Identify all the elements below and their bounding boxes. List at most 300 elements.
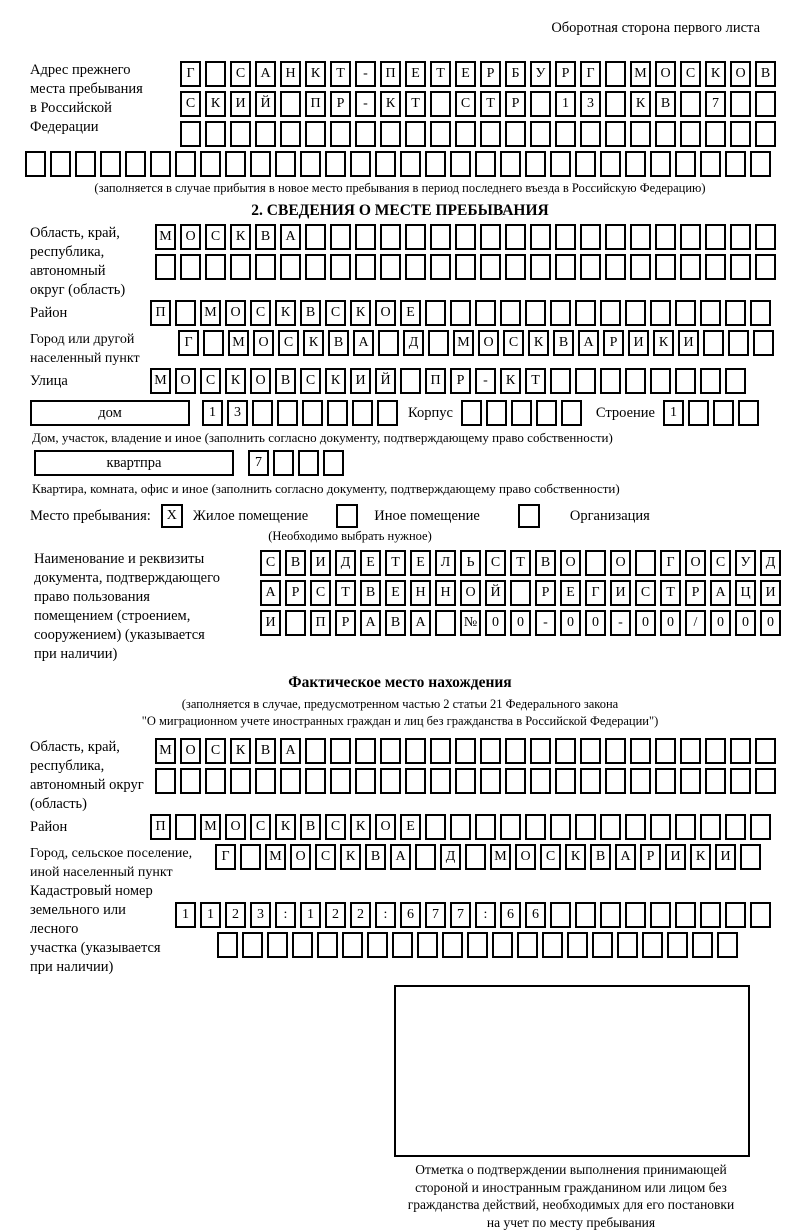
char-cell[interactable]: О bbox=[250, 368, 271, 394]
char-cell[interactable] bbox=[205, 254, 226, 280]
char-cell[interactable]: К bbox=[653, 330, 674, 356]
char-cell[interactable] bbox=[317, 932, 338, 958]
char-cell[interactable]: А bbox=[280, 738, 301, 764]
char-cell[interactable]: Д bbox=[760, 550, 781, 576]
char-cell[interactable]: О bbox=[478, 330, 499, 356]
char-cell[interactable] bbox=[255, 254, 276, 280]
char-cell[interactable] bbox=[575, 368, 596, 394]
char-cell[interactable] bbox=[700, 151, 721, 177]
char-cell[interactable] bbox=[635, 550, 656, 576]
char-cell[interactable]: Т bbox=[430, 61, 451, 87]
char-cell[interactable] bbox=[580, 224, 601, 250]
char-cell[interactable] bbox=[417, 932, 438, 958]
char-cell[interactable] bbox=[492, 932, 513, 958]
char-cell[interactable]: 0 bbox=[510, 610, 531, 636]
char-cell[interactable] bbox=[605, 61, 626, 87]
char-cell[interactable]: Е bbox=[405, 61, 426, 87]
char-cell[interactable]: К bbox=[380, 91, 401, 117]
char-cell[interactable]: К bbox=[705, 61, 726, 87]
char-cell[interactable] bbox=[273, 450, 294, 476]
char-cell[interactable] bbox=[280, 91, 301, 117]
char-cell[interactable]: О bbox=[253, 330, 274, 356]
char-cell[interactable]: И bbox=[760, 580, 781, 606]
char-cell[interactable] bbox=[250, 151, 271, 177]
char-cell[interactable]: 0 bbox=[735, 610, 756, 636]
char-cell[interactable] bbox=[350, 151, 371, 177]
char-cell[interactable]: И bbox=[678, 330, 699, 356]
char-cell[interactable]: В bbox=[535, 550, 556, 576]
char-cell[interactable]: - bbox=[475, 368, 496, 394]
char-cell[interactable] bbox=[230, 768, 251, 794]
char-cell[interactable]: И bbox=[665, 844, 686, 870]
char-cell[interactable] bbox=[480, 254, 501, 280]
char-cell[interactable]: : bbox=[275, 902, 296, 928]
char-cell[interactable] bbox=[305, 254, 326, 280]
char-cell[interactable] bbox=[298, 450, 319, 476]
char-cell[interactable] bbox=[567, 932, 588, 958]
char-cell[interactable]: П bbox=[310, 610, 331, 636]
char-cell[interactable]: А bbox=[260, 580, 281, 606]
char-cell[interactable]: И bbox=[310, 550, 331, 576]
char-cell[interactable]: И bbox=[260, 610, 281, 636]
char-cell[interactable] bbox=[230, 121, 251, 147]
char-cell[interactable] bbox=[667, 932, 688, 958]
char-cell[interactable] bbox=[675, 300, 696, 326]
char-cell[interactable]: С bbox=[455, 91, 476, 117]
char-cell[interactable] bbox=[505, 254, 526, 280]
char-cell[interactable]: - bbox=[355, 91, 376, 117]
char-cell[interactable] bbox=[277, 400, 298, 426]
char-cell[interactable]: С bbox=[635, 580, 656, 606]
char-cell[interactable]: О bbox=[290, 844, 311, 870]
char-cell[interactable]: А bbox=[410, 610, 431, 636]
char-cell[interactable] bbox=[755, 738, 776, 764]
char-cell[interactable] bbox=[605, 254, 626, 280]
char-cell[interactable] bbox=[642, 932, 663, 958]
char-cell[interactable]: Г bbox=[585, 580, 606, 606]
char-cell[interactable] bbox=[355, 738, 376, 764]
char-cell[interactable]: У bbox=[735, 550, 756, 576]
char-cell[interactable]: 1 bbox=[200, 902, 221, 928]
char-cell[interactable]: О bbox=[515, 844, 536, 870]
char-cell[interactable] bbox=[442, 932, 463, 958]
char-cell[interactable] bbox=[555, 738, 576, 764]
char-cell[interactable] bbox=[175, 151, 196, 177]
char-cell[interactable] bbox=[600, 151, 621, 177]
char-cell[interactable]: С bbox=[278, 330, 299, 356]
char-cell[interactable] bbox=[100, 151, 121, 177]
char-cell[interactable] bbox=[625, 814, 646, 840]
char-cell[interactable] bbox=[585, 550, 606, 576]
char-cell[interactable] bbox=[730, 121, 751, 147]
char-cell[interactable]: К bbox=[230, 224, 251, 250]
char-cell[interactable]: Т bbox=[525, 368, 546, 394]
char-cell[interactable]: С bbox=[230, 61, 251, 87]
char-cell[interactable]: 0 bbox=[760, 610, 781, 636]
char-cell[interactable] bbox=[655, 738, 676, 764]
char-cell[interactable] bbox=[700, 368, 721, 394]
char-cell[interactable]: П bbox=[425, 368, 446, 394]
char-cell[interactable]: 1 bbox=[555, 91, 576, 117]
char-cell[interactable]: 1 bbox=[663, 400, 684, 426]
char-cell[interactable] bbox=[380, 254, 401, 280]
char-cell[interactable] bbox=[180, 121, 201, 147]
char-cell[interactable] bbox=[750, 814, 771, 840]
char-cell[interactable] bbox=[750, 300, 771, 326]
char-cell[interactable] bbox=[425, 300, 446, 326]
char-cell[interactable] bbox=[700, 814, 721, 840]
char-cell[interactable]: Р bbox=[450, 368, 471, 394]
char-cell[interactable] bbox=[680, 738, 701, 764]
char-cell[interactable] bbox=[155, 768, 176, 794]
char-cell[interactable] bbox=[430, 738, 451, 764]
char-cell[interactable] bbox=[355, 224, 376, 250]
char-cell[interactable]: К bbox=[205, 91, 226, 117]
char-cell[interactable] bbox=[530, 224, 551, 250]
char-cell[interactable]: Н bbox=[435, 580, 456, 606]
stay-type-checkbox-residential[interactable]: X bbox=[161, 504, 183, 528]
char-cell[interactable]: Е bbox=[400, 814, 421, 840]
char-cell[interactable]: М bbox=[200, 300, 221, 326]
char-cell[interactable]: И bbox=[350, 368, 371, 394]
char-cell[interactable]: К bbox=[325, 368, 346, 394]
char-cell[interactable] bbox=[300, 151, 321, 177]
char-cell[interactable] bbox=[625, 300, 646, 326]
char-cell[interactable] bbox=[377, 400, 398, 426]
char-cell[interactable] bbox=[280, 121, 301, 147]
char-cell[interactable] bbox=[550, 368, 571, 394]
char-cell[interactable] bbox=[50, 151, 71, 177]
char-cell[interactable] bbox=[700, 902, 721, 928]
char-cell[interactable]: 6 bbox=[400, 902, 421, 928]
char-cell[interactable]: О bbox=[655, 61, 676, 87]
char-cell[interactable] bbox=[430, 224, 451, 250]
char-cell[interactable]: О bbox=[375, 300, 396, 326]
char-cell[interactable]: Т bbox=[335, 580, 356, 606]
char-cell[interactable]: К bbox=[350, 300, 371, 326]
char-cell[interactable] bbox=[465, 844, 486, 870]
char-cell[interactable] bbox=[500, 151, 521, 177]
char-cell[interactable]: П bbox=[150, 300, 171, 326]
char-cell[interactable] bbox=[561, 400, 582, 426]
char-cell[interactable] bbox=[605, 738, 626, 764]
char-cell[interactable] bbox=[267, 932, 288, 958]
char-cell[interactable]: В bbox=[385, 610, 406, 636]
char-cell[interactable]: К bbox=[303, 330, 324, 356]
char-cell[interactable] bbox=[505, 768, 526, 794]
char-cell[interactable]: Г bbox=[178, 330, 199, 356]
char-cell[interactable] bbox=[530, 768, 551, 794]
char-cell[interactable] bbox=[630, 768, 651, 794]
char-cell[interactable] bbox=[325, 151, 346, 177]
char-cell[interactable] bbox=[680, 254, 701, 280]
char-cell[interactable] bbox=[650, 300, 671, 326]
char-cell[interactable]: К bbox=[275, 814, 296, 840]
char-cell[interactable]: Е bbox=[455, 61, 476, 87]
char-cell[interactable]: А bbox=[255, 61, 276, 87]
char-cell[interactable] bbox=[755, 121, 776, 147]
char-cell[interactable] bbox=[755, 224, 776, 250]
char-cell[interactable] bbox=[305, 121, 326, 147]
char-cell[interactable] bbox=[625, 368, 646, 394]
char-cell[interactable]: И bbox=[628, 330, 649, 356]
char-cell[interactable] bbox=[580, 254, 601, 280]
char-cell[interactable]: 0 bbox=[660, 610, 681, 636]
char-cell[interactable] bbox=[650, 902, 671, 928]
char-cell[interactable] bbox=[155, 254, 176, 280]
char-cell[interactable]: К bbox=[230, 738, 251, 764]
char-cell[interactable] bbox=[530, 254, 551, 280]
char-cell[interactable] bbox=[705, 768, 726, 794]
char-cell[interactable]: Т bbox=[405, 91, 426, 117]
char-cell[interactable] bbox=[205, 768, 226, 794]
char-cell[interactable]: В bbox=[255, 738, 276, 764]
char-cell[interactable] bbox=[203, 330, 224, 356]
char-cell[interactable]: Т bbox=[330, 61, 351, 87]
char-cell[interactable] bbox=[575, 814, 596, 840]
char-cell[interactable] bbox=[688, 400, 709, 426]
char-cell[interactable] bbox=[755, 254, 776, 280]
char-cell[interactable] bbox=[717, 932, 738, 958]
char-cell[interactable] bbox=[380, 738, 401, 764]
char-cell[interactable]: Р bbox=[480, 61, 501, 87]
char-cell[interactable]: О bbox=[225, 814, 246, 840]
char-cell[interactable] bbox=[705, 224, 726, 250]
char-cell[interactable] bbox=[405, 121, 426, 147]
char-cell[interactable]: Р bbox=[335, 610, 356, 636]
char-cell[interactable] bbox=[125, 151, 146, 177]
char-cell[interactable]: С bbox=[180, 91, 201, 117]
char-cell[interactable] bbox=[625, 151, 646, 177]
char-cell[interactable] bbox=[750, 151, 771, 177]
char-cell[interactable] bbox=[415, 844, 436, 870]
char-cell[interactable] bbox=[505, 738, 526, 764]
char-cell[interactable] bbox=[713, 400, 734, 426]
char-cell[interactable]: Е bbox=[400, 300, 421, 326]
char-cell[interactable] bbox=[575, 151, 596, 177]
char-cell[interactable]: С bbox=[250, 300, 271, 326]
char-cell[interactable]: О bbox=[685, 550, 706, 576]
char-cell[interactable] bbox=[725, 814, 746, 840]
char-cell[interactable] bbox=[630, 738, 651, 764]
char-cell[interactable]: Р bbox=[685, 580, 706, 606]
char-cell[interactable]: М bbox=[265, 844, 286, 870]
char-cell[interactable]: М bbox=[453, 330, 474, 356]
char-cell[interactable] bbox=[323, 450, 344, 476]
char-cell[interactable] bbox=[400, 151, 421, 177]
char-cell[interactable] bbox=[461, 400, 482, 426]
char-cell[interactable] bbox=[580, 768, 601, 794]
char-cell[interactable]: 7 bbox=[705, 91, 726, 117]
char-cell[interactable] bbox=[630, 224, 651, 250]
char-cell[interactable] bbox=[355, 121, 376, 147]
char-cell[interactable] bbox=[550, 814, 571, 840]
char-cell[interactable]: 3 bbox=[250, 902, 271, 928]
char-cell[interactable]: / bbox=[685, 610, 706, 636]
char-cell[interactable]: 6 bbox=[525, 902, 546, 928]
char-cell[interactable] bbox=[175, 814, 196, 840]
char-cell[interactable]: 0 bbox=[585, 610, 606, 636]
char-cell[interactable]: 2 bbox=[225, 902, 246, 928]
char-cell[interactable] bbox=[455, 768, 476, 794]
char-cell[interactable] bbox=[580, 738, 601, 764]
char-cell[interactable] bbox=[680, 91, 701, 117]
char-cell[interactable] bbox=[605, 121, 626, 147]
char-cell[interactable] bbox=[550, 151, 571, 177]
char-cell[interactable] bbox=[425, 151, 446, 177]
char-cell[interactable] bbox=[555, 121, 576, 147]
char-cell[interactable]: В bbox=[275, 368, 296, 394]
char-cell[interactable]: Г bbox=[660, 550, 681, 576]
char-cell[interactable] bbox=[580, 121, 601, 147]
char-cell[interactable]: А bbox=[615, 844, 636, 870]
char-cell[interactable]: К bbox=[225, 368, 246, 394]
char-cell[interactable]: К bbox=[630, 91, 651, 117]
char-cell[interactable]: О bbox=[730, 61, 751, 87]
char-cell[interactable] bbox=[405, 224, 426, 250]
char-cell[interactable] bbox=[505, 121, 526, 147]
char-cell[interactable]: Р bbox=[640, 844, 661, 870]
char-cell[interactable]: Д bbox=[440, 844, 461, 870]
char-cell[interactable] bbox=[430, 91, 451, 117]
char-cell[interactable] bbox=[725, 368, 746, 394]
char-cell[interactable]: В bbox=[590, 844, 611, 870]
char-cell[interactable]: Д bbox=[403, 330, 424, 356]
char-cell[interactable] bbox=[625, 902, 646, 928]
char-cell[interactable] bbox=[217, 932, 238, 958]
char-cell[interactable]: В bbox=[360, 580, 381, 606]
char-cell[interactable] bbox=[430, 768, 451, 794]
char-cell[interactable] bbox=[605, 91, 626, 117]
char-cell[interactable]: А bbox=[353, 330, 374, 356]
char-cell[interactable] bbox=[542, 932, 563, 958]
char-cell[interactable] bbox=[725, 151, 746, 177]
char-cell[interactable]: И bbox=[610, 580, 631, 606]
char-cell[interactable] bbox=[180, 254, 201, 280]
char-cell[interactable] bbox=[230, 254, 251, 280]
char-cell[interactable]: Д bbox=[335, 550, 356, 576]
char-cell[interactable] bbox=[730, 254, 751, 280]
char-cell[interactable] bbox=[555, 254, 576, 280]
char-cell[interactable] bbox=[355, 254, 376, 280]
char-cell[interactable]: К bbox=[690, 844, 711, 870]
char-cell[interactable] bbox=[405, 768, 426, 794]
char-cell[interactable] bbox=[725, 902, 746, 928]
char-cell[interactable]: С bbox=[260, 550, 281, 576]
stay-type-checkbox-other[interactable] bbox=[336, 504, 358, 528]
char-cell[interactable] bbox=[605, 768, 626, 794]
char-cell[interactable]: М bbox=[490, 844, 511, 870]
char-cell[interactable]: Е bbox=[360, 550, 381, 576]
char-cell[interactable] bbox=[175, 300, 196, 326]
char-cell[interactable]: 2 bbox=[325, 902, 346, 928]
char-cell[interactable] bbox=[650, 814, 671, 840]
char-cell[interactable]: В bbox=[285, 550, 306, 576]
char-cell[interactable] bbox=[692, 932, 713, 958]
char-cell[interactable] bbox=[380, 121, 401, 147]
char-cell[interactable]: К bbox=[275, 300, 296, 326]
char-cell[interactable] bbox=[330, 121, 351, 147]
char-cell[interactable] bbox=[675, 814, 696, 840]
char-cell[interactable] bbox=[630, 254, 651, 280]
char-cell[interactable] bbox=[575, 902, 596, 928]
char-cell[interactable] bbox=[475, 814, 496, 840]
char-cell[interactable] bbox=[292, 932, 313, 958]
char-cell[interactable] bbox=[455, 738, 476, 764]
char-cell[interactable] bbox=[205, 61, 226, 87]
char-cell[interactable]: В bbox=[255, 224, 276, 250]
char-cell[interactable]: Н bbox=[410, 580, 431, 606]
char-cell[interactable] bbox=[480, 738, 501, 764]
char-cell[interactable] bbox=[252, 400, 273, 426]
char-cell[interactable] bbox=[550, 902, 571, 928]
char-cell[interactable] bbox=[605, 224, 626, 250]
char-cell[interactable]: А bbox=[360, 610, 381, 636]
char-cell[interactable]: О bbox=[610, 550, 631, 576]
char-cell[interactable] bbox=[500, 814, 521, 840]
char-cell[interactable] bbox=[600, 368, 621, 394]
char-cell[interactable] bbox=[255, 121, 276, 147]
char-cell[interactable] bbox=[355, 768, 376, 794]
char-cell[interactable] bbox=[617, 932, 638, 958]
char-cell[interactable] bbox=[450, 151, 471, 177]
stay-type-checkbox-organization[interactable] bbox=[518, 504, 540, 528]
char-cell[interactable] bbox=[327, 400, 348, 426]
char-cell[interactable] bbox=[600, 814, 621, 840]
char-cell[interactable]: Й bbox=[485, 580, 506, 606]
char-cell[interactable]: № bbox=[460, 610, 481, 636]
char-cell[interactable] bbox=[330, 738, 351, 764]
char-cell[interactable]: М bbox=[150, 368, 171, 394]
char-cell[interactable]: 6 bbox=[500, 902, 521, 928]
char-cell[interactable] bbox=[242, 932, 263, 958]
char-cell[interactable] bbox=[680, 768, 701, 794]
char-cell[interactable] bbox=[255, 768, 276, 794]
char-cell[interactable] bbox=[730, 91, 751, 117]
char-cell[interactable]: В bbox=[553, 330, 574, 356]
char-cell[interactable]: О bbox=[180, 738, 201, 764]
char-cell[interactable]: 0 bbox=[485, 610, 506, 636]
char-cell[interactable] bbox=[455, 121, 476, 147]
char-cell[interactable]: - bbox=[535, 610, 556, 636]
char-cell[interactable]: Т bbox=[480, 91, 501, 117]
char-cell[interactable]: Р bbox=[505, 91, 526, 117]
char-cell[interactable] bbox=[455, 224, 476, 250]
char-cell[interactable] bbox=[285, 610, 306, 636]
char-cell[interactable]: Е bbox=[410, 550, 431, 576]
char-cell[interactable] bbox=[205, 121, 226, 147]
char-cell[interactable] bbox=[525, 814, 546, 840]
char-cell[interactable] bbox=[650, 151, 671, 177]
char-cell[interactable] bbox=[650, 368, 671, 394]
char-cell[interactable] bbox=[240, 844, 261, 870]
char-cell[interactable]: С bbox=[250, 814, 271, 840]
char-cell[interactable]: С bbox=[485, 550, 506, 576]
char-cell[interactable]: В bbox=[365, 844, 386, 870]
char-cell[interactable]: Г bbox=[580, 61, 601, 87]
char-cell[interactable] bbox=[655, 121, 676, 147]
char-cell[interactable]: Т bbox=[510, 550, 531, 576]
char-cell[interactable]: В bbox=[300, 814, 321, 840]
char-cell[interactable] bbox=[200, 151, 221, 177]
char-cell[interactable] bbox=[530, 738, 551, 764]
char-cell[interactable]: Ц bbox=[735, 580, 756, 606]
char-cell[interactable]: Р bbox=[330, 91, 351, 117]
char-cell[interactable]: М bbox=[200, 814, 221, 840]
char-cell[interactable]: Н bbox=[280, 61, 301, 87]
char-cell[interactable]: К bbox=[305, 61, 326, 87]
char-cell[interactable]: Г bbox=[180, 61, 201, 87]
